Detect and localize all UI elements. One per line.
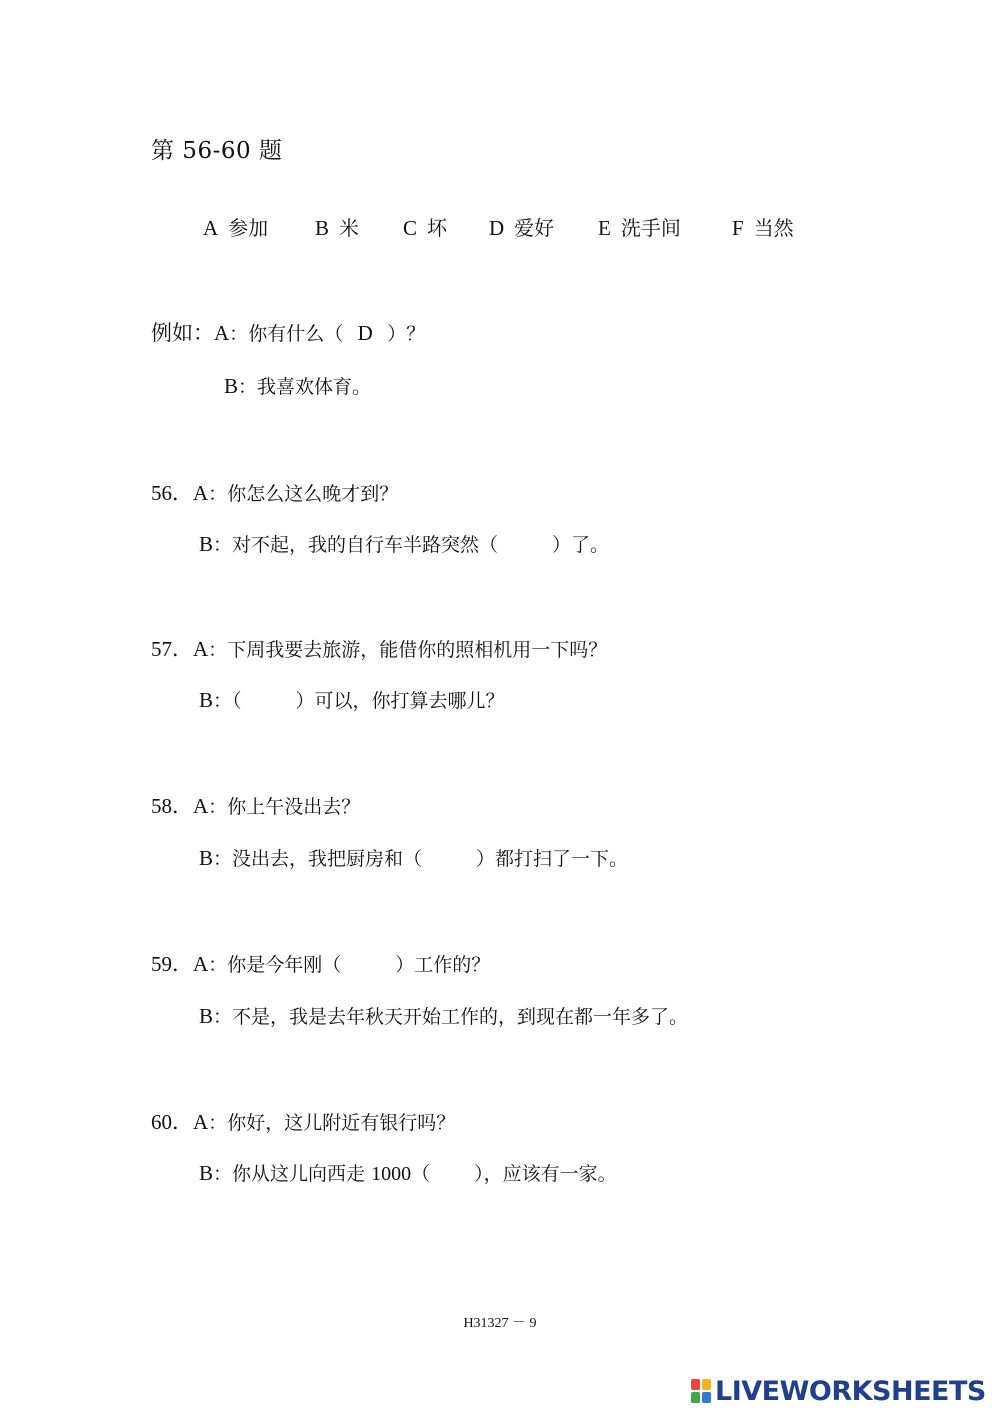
question-b-after: （ [411,1163,431,1185]
speaker-b: B [199,846,214,870]
colon: ： [213,1006,233,1028]
option-word: 米 [339,216,360,240]
question-b-after: ）都打扫了一下。 [476,848,629,870]
option-word: 参加 [228,216,269,240]
option-word: 爱好 [514,216,555,240]
question-59-line-b [199,1002,688,1029]
question-57-line-b [199,686,505,713]
colon: ： [213,1163,233,1185]
question-b-after: ）了。 [552,534,610,556]
option-d [489,212,554,241]
question-a-text: 你好，这儿附近有银行吗？ [227,1112,456,1134]
question-number: 60． [151,1110,193,1134]
speaker-a: A [193,794,209,818]
option-letter: B [315,216,330,240]
question-59-line-a [151,948,490,978]
question-b-before: （ [232,690,242,712]
question-number: 58． [151,794,193,818]
question-57-line-a [151,633,607,663]
question-b-after: ）可以，你打算去哪儿？ [295,690,505,712]
question-number: 57． [151,637,193,661]
liveworksheets-brand [690,1374,986,1408]
speaker-b: B [199,688,214,712]
question-a-after: ）工作的？ [395,954,491,976]
speaker-a: A [193,481,209,505]
question-58-line-a [151,790,360,820]
speaker-b: B [199,532,214,556]
question-number: 59． [151,952,193,976]
section-title: 第 56-60 题 [151,138,283,164]
liveworksheets-logo-icon [690,1378,712,1404]
speaker-a: A [193,952,209,976]
option-letter: D [489,216,505,240]
speaker-a: A [193,1110,209,1134]
question-b-number: 1000 [371,1163,412,1185]
option-b [315,212,359,241]
option-e [598,212,681,241]
colon: ： [213,690,233,712]
example-line-b [224,372,371,399]
question-60-line-b [199,1159,617,1186]
question-56-line-b [199,530,609,557]
example-label: 例如： [151,321,214,345]
option-word: 当然 [753,216,794,240]
colon: ： [208,1112,228,1134]
question-b-before: 你从这儿向西走 [232,1163,372,1185]
colon: ： [238,376,258,398]
speaker-b: B [199,1161,214,1185]
colon: ： [208,954,228,976]
colon: ： [208,796,228,818]
question-b-after2: ），应该有一家。 [474,1163,617,1185]
speaker-a: A [193,637,209,661]
page-footer: H31327 － 9 [463,1316,537,1331]
example-answer: D [357,321,373,345]
option-word: 坏 [427,216,448,240]
question-a-text: 你怎么这么晚才到？ [227,483,399,505]
colon: ： [229,323,249,345]
example-a-after: ）？ [387,323,426,345]
question-a-text: 你上午没出去？ [227,796,361,818]
question-56-line-a [151,477,398,507]
colon: ： [208,639,228,661]
option-c [403,212,447,241]
option-letter: C [403,216,418,240]
speaker-b: B [199,1004,214,1028]
question-60-line-a [151,1106,455,1136]
question-b-text: 不是，我是去年秋天开始工作的，到现在都一年多了。 [232,1006,689,1028]
colon: ： [213,848,233,870]
brand-name: LIVEWORKSHEETS [715,1375,986,1407]
example-a-before: 你有什么（ [248,323,344,345]
question-a-text: 下周我要去旅游，能借你的照相机用一下吗？ [227,639,608,661]
example-line-a [151,317,425,347]
question-a-before: 你是今年刚（ [227,954,342,976]
option-letter: E [598,216,611,240]
option-word: 洗手间 [620,216,681,240]
speaker-a: A [214,321,230,345]
question-b-before: 对不起，我的自行车半路突然（ [232,534,499,556]
question-b-before: 没出去，我把厨房和（ [232,848,423,870]
colon: ： [213,534,233,556]
option-f [732,212,794,241]
option-letter: F [732,216,744,240]
example-b-text: 我喜欢体育。 [257,376,372,398]
option-a [203,212,268,241]
speaker-b: B [224,374,239,398]
colon: ： [208,483,228,505]
option-letter: A [203,216,219,240]
question-58-line-b [199,844,628,871]
question-number: 56． [151,481,193,505]
